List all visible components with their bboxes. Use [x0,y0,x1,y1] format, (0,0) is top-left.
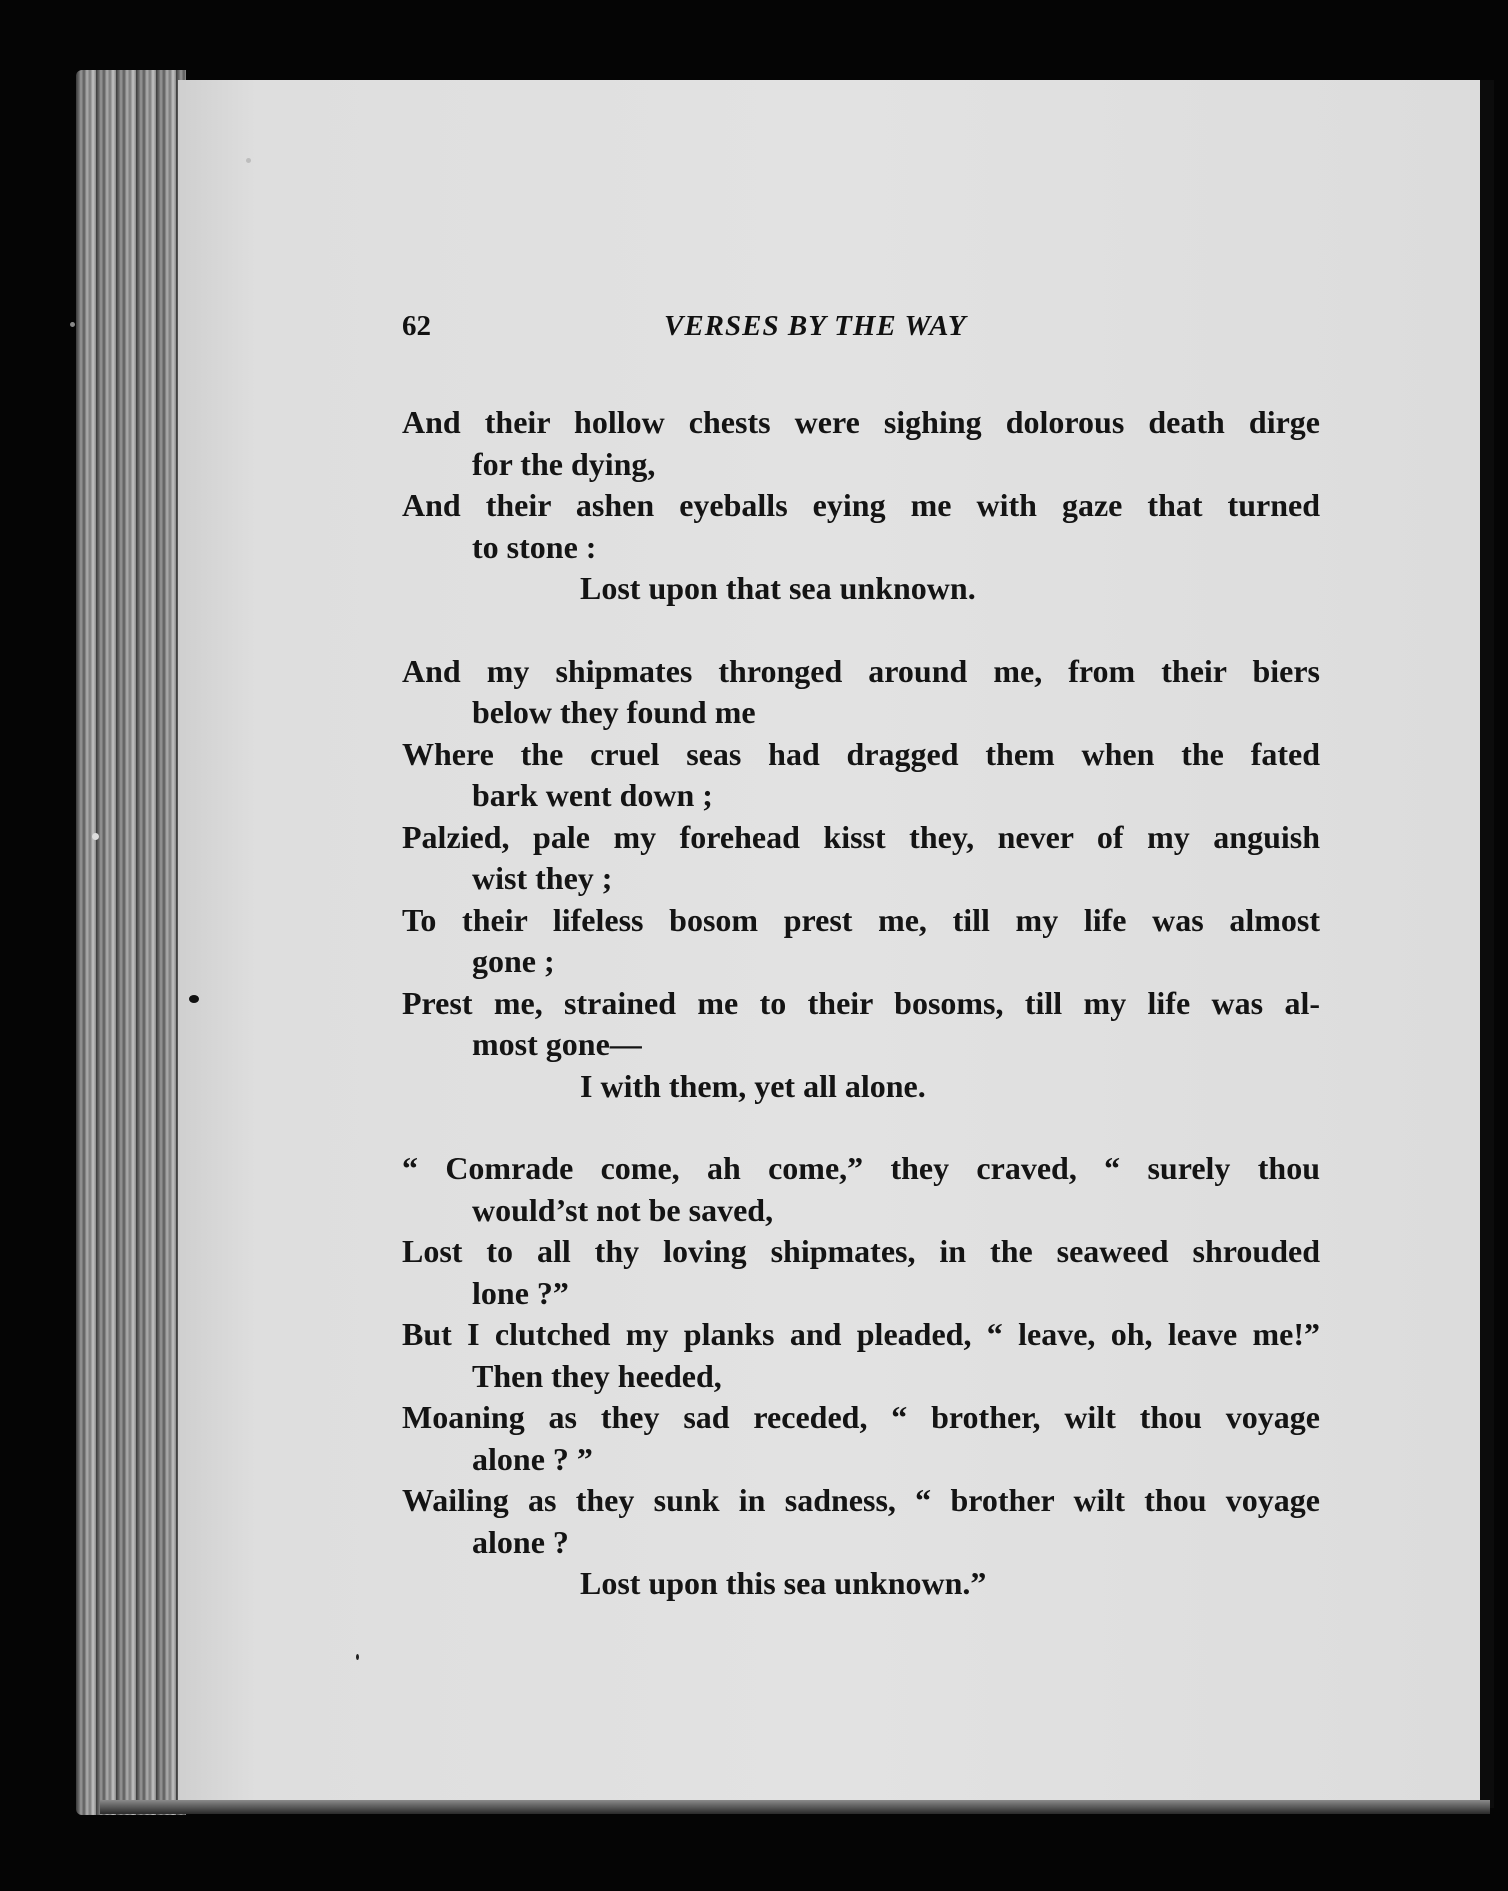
stanza [402,402,1320,610]
verse-line: lone ?” [472,1274,569,1311]
verse-line: And their hollow chests were sighing dolorous death dirge [402,404,1320,440]
refrain-line: I with them, yet all alone. [580,1067,926,1104]
refrain-line: Lost upon that sea unknown. [580,570,976,606]
verse-line: alone ? [472,1523,569,1560]
verse-line: Wailing as they sunk in sadness, “ brother wilt thou voyage [402,1482,1320,1518]
verse-line: To their lifeless bosom prest me, till my life was almost [402,901,1320,938]
page-number: 62 [402,310,431,342]
verse-line: bark went down ; [472,777,713,813]
book-title: VERSES BY THE WAY [664,310,967,342]
poem-body [402,402,1320,1646]
dust-speck [92,833,99,840]
verse-line: Then they heeded, [472,1357,722,1394]
verse-line: Palzied, pale my forehead kisst they, never of my anguish [402,818,1320,855]
running-head [402,310,1042,354]
verse-line: But I clutched my planks and pleaded, “ leave, oh, leave me!” [402,1316,1320,1352]
verse-line: Moaning as they sad receded, “ brother, wilt thou voyage [402,1399,1320,1435]
verse-line: for the dying, [472,445,656,482]
verse-line: And their ashen eyeballs eying me with gaze that turned [402,487,1320,523]
verse-line: “ Comrade come, ah come,” they craved, “ surely thou [402,1150,1320,1186]
book-leaf-edges [76,70,186,1815]
dust-speck [189,995,199,1003]
dust-speck [246,158,251,163]
verse-line: Prest me, strained me to their bosoms, till my life was al- [402,984,1320,1021]
verse-line: most gone— [472,1026,642,1062]
refrain-line: Lost upon this sea unknown.” [580,1565,987,1601]
verse-line: Lost to all thy loving shipmates, in the seaweed shrouded [402,1233,1320,1269]
verse-line: wist they ; [472,860,613,896]
page-bottom-shadow [100,1800,1490,1814]
verse-line: alone ? ” [472,1440,593,1477]
stanza [402,1148,1320,1605]
verse-line: to stone : [472,528,597,565]
verse-line: would’st not be saved, [472,1191,774,1228]
dust-speck [70,322,75,327]
verse-line: Where the cruel seas had dragged them when the fated [402,735,1320,772]
stanza [402,651,1320,1108]
verse-line: gone ; [472,943,555,979]
verse-line: below they found me [472,694,756,730]
dust-speck [356,1654,359,1660]
verse-line: And my shipmates thronged around me, from their biers [402,652,1320,689]
page-gutter-shadow [1480,80,1494,1808]
